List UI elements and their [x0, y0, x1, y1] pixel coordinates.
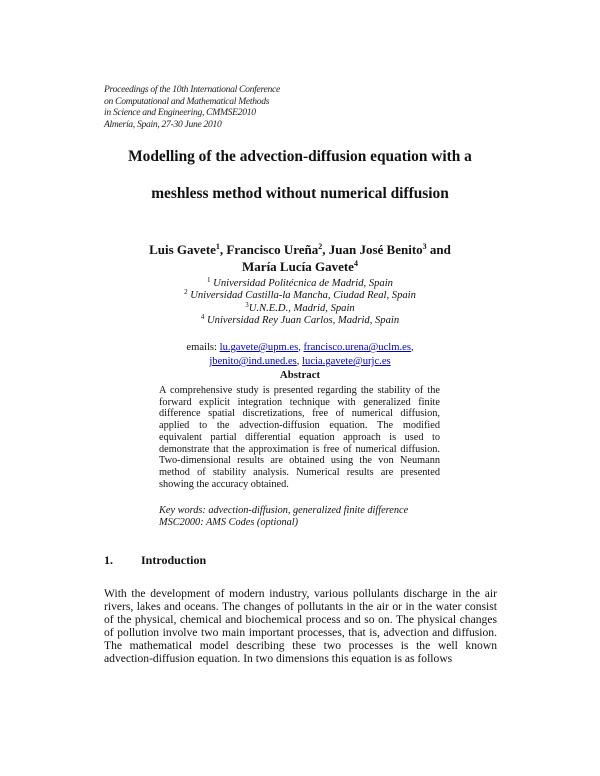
email-link[interactable]: jbenito@ind.uned.es: [209, 356, 297, 367]
section-number: 1.: [104, 553, 113, 567]
proceedings-line: in Science and Engineering, CMMSE2010: [104, 107, 256, 119]
proceedings-line: Almería, Spain, 27-30 June 2010: [104, 118, 222, 130]
affiliation-line: [0, 300, 600, 315]
affiliation-line: [0, 315, 600, 327]
abstract-text: A comprehensive study is presented regarding the stability of the forward explicit integration technique with generalized finite difference spatial discretizations, free of numerical diffusion, applied to the advection-diffusion equation. The modified equivalent partial differential equation approach is used to demonstrate that the approximation is free of numerical diffusion. Two-dimensional results are obtained using the von Neumann method of stability analysis. Numerical results are presented showing the accuracy obtained.: [159, 385, 440, 490]
email-link[interactable]: francisco.urena@uclm.es: [303, 342, 411, 353]
author-superscript: 1: [215, 242, 220, 251]
author-list: [0, 241, 600, 275]
author-name: Juan José Benito: [328, 242, 423, 257]
author-name: Francisco Ureña: [226, 242, 319, 257]
author-superscript: 3: [422, 242, 427, 251]
affiliations: [0, 278, 600, 328]
affiliation-superscript: 1: [207, 276, 211, 284]
affiliation-text: Universidad Rey Juan Carlos, Madrid, Spain: [204, 315, 400, 327]
paper-title-line-1: Modelling of the advection-diffusion equation with a: [128, 148, 472, 165]
affiliation-superscript: 3: [245, 300, 249, 309]
author-separator: ,: [322, 242, 329, 257]
author-superscript: 2: [318, 242, 323, 251]
author-conjunction: and: [426, 242, 451, 257]
abstract-heading: Abstract: [279, 369, 321, 381]
affiliation-line: [0, 278, 600, 290]
affiliation-text: U.N.E.D., Madrid, Spain: [248, 302, 355, 314]
author-name: Luis Gavete: [149, 242, 216, 257]
proceedings-header: [104, 84, 280, 130]
section-title: Introduction: [141, 553, 207, 567]
affiliation-line: [0, 290, 600, 302]
email-block: emails: lu.gavete@upm.es, francisco.urena@uclm.es, jbenito@ind.uned.es, lucia.gavete@urjc.es: [186, 342, 414, 367]
proceedings-line: on Computational and Mathematical Methods: [104, 95, 270, 107]
email-link[interactable]: lu.gavete@upm.es: [219, 342, 299, 353]
affiliation-superscript: 2: [184, 288, 188, 297]
author-superscript: 4: [353, 259, 358, 268]
paper-title-line-2: meshless method without numerical diffusion: [151, 185, 449, 202]
author-name: María Lucía Gavete: [242, 259, 354, 274]
proceedings-line: Proceedings of the 10th International Conference: [104, 84, 280, 95]
affiliation-superscript: 4: [200, 313, 205, 322]
email-link[interactable]: lucia.gavete@urjc.es: [302, 356, 391, 367]
affiliation-text: Universidad Castilla-la Mancha, Ciudad Real, Spain: [187, 290, 416, 302]
msc-codes: MSC2000: AMS Codes (optional): [159, 516, 299, 528]
introduction-paragraph: With the development of modern industry, various pollulants discharge in the air rivers, lakes and oceans. The changes of pollutants in the air or in the water consist of the physical, chemical and biochemical process and so on. The physical changes of pollution involve two main important processes, that is, advection and diffusion. The mathematical model describing these two processes is the well known advection-diffusion equation. In two dimensions this equation is as follows: [104, 587, 497, 666]
affiliation-text: Universidad Politécnica de Madrid, Spain: [210, 278, 393, 289]
author-separator: ,: [219, 242, 227, 257]
keywords-block: [159, 505, 408, 528]
keywords: Key words: advection-diffusion, generalized finite difference: [159, 505, 409, 516]
emails-label: emails:: [186, 342, 220, 353]
